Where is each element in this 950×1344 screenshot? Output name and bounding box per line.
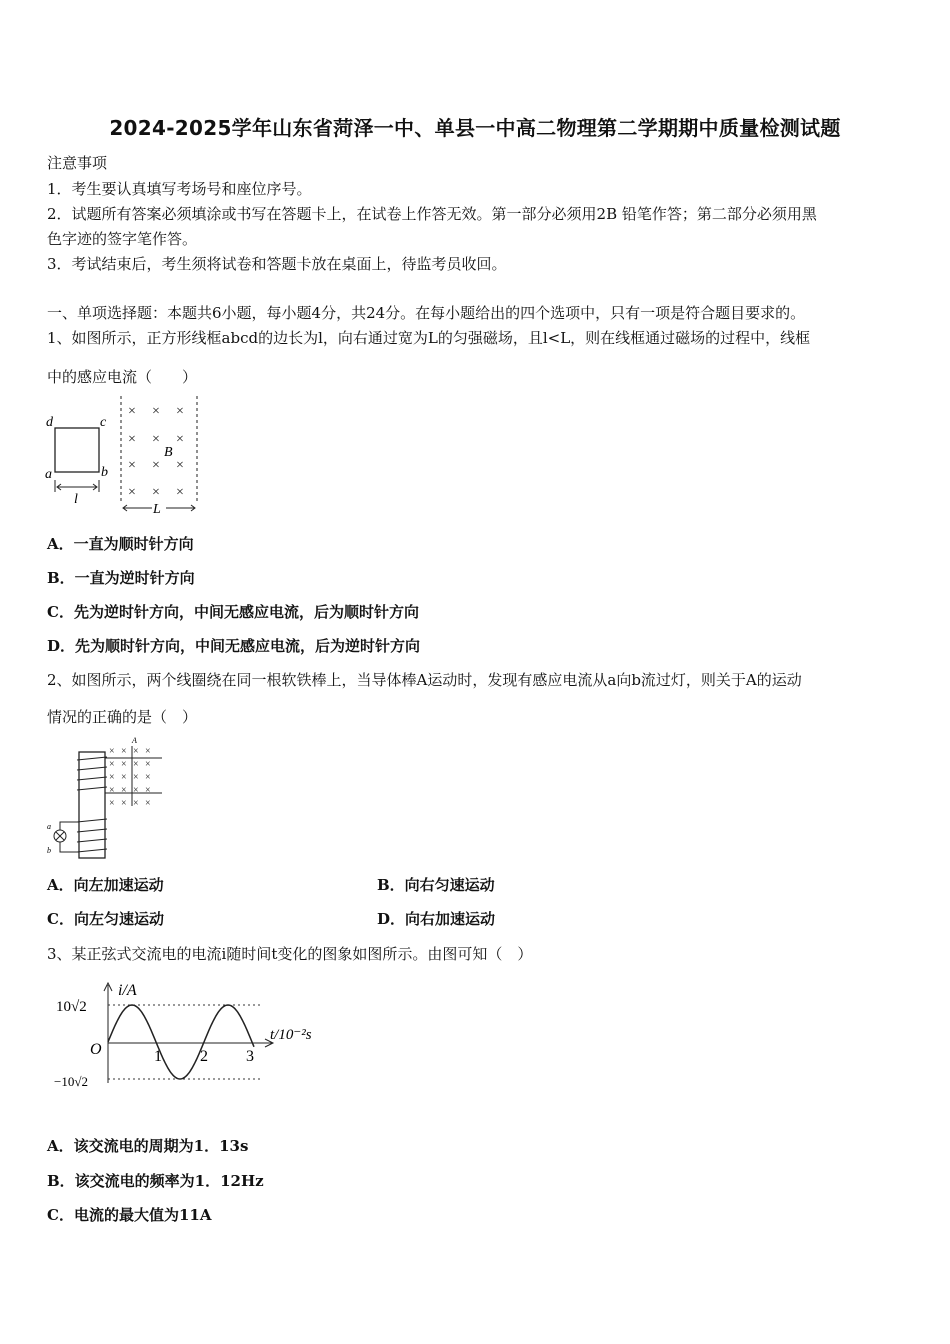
y-max-label: 10√2 <box>56 999 87 1015</box>
svg-text:×: × <box>145 798 151 809</box>
svg-text:×: × <box>152 432 160 447</box>
notice-item: 3．考试结束后，考生须将试卷和答题卡放在桌面上，待监考员收回。 <box>47 255 507 273</box>
section-heading: 一、单项选择题：本题共6小题，每小题4分，共24分。在每小题给出的四个选项中，只有一项是符合题目要求的。 <box>47 304 806 322</box>
svg-text:×: × <box>133 785 139 796</box>
q3-option-a[interactable]: A．该交流电的周期为1．13s <box>47 1137 249 1155</box>
x-tick-1: 1 <box>154 1048 162 1065</box>
y-axis-label: i/A <box>118 982 137 999</box>
svg-text:×: × <box>121 798 127 809</box>
x-axis-label: t/10⁻²s <box>270 1027 312 1043</box>
svg-text:×: × <box>152 485 160 500</box>
x-tick-3: 3 <box>246 1048 254 1065</box>
svg-text:×: × <box>133 772 139 783</box>
svg-text:×: × <box>145 772 151 783</box>
page-title: 2024-2025学年山东省菏泽一中、单县一中高二物理第二学期期中质量检测试题 <box>109 116 841 140</box>
notice-item: 色字迹的签字笔作答。 <box>47 230 198 248</box>
sine-curve <box>108 1005 254 1079</box>
svg-text:×: × <box>109 746 115 757</box>
label-c: c <box>100 415 107 430</box>
notice-heading: 注意事项 <box>47 154 108 172</box>
q2-option-d[interactable]: D．向右加速运动 <box>377 910 496 928</box>
svg-text:×: × <box>128 485 136 500</box>
label-b: b <box>101 465 108 480</box>
q2-option-a[interactable]: A．向左加速运动 <box>47 876 164 894</box>
q3-stem: 3、某正弦式交流电的电流i随时间t变化的图象如图所示。由图可知（ ） <box>47 945 533 963</box>
svg-text:×: × <box>109 798 115 809</box>
svg-text:×: × <box>152 458 160 473</box>
svg-text:×: × <box>121 785 127 796</box>
x-tick-2: 2 <box>200 1048 208 1065</box>
q2-figure <box>44 734 169 862</box>
svg-text:×: × <box>145 785 151 796</box>
q3-option-c[interactable]: C．电流的最大值为11A <box>47 1206 212 1224</box>
q1-figure <box>40 392 215 520</box>
svg-text:×: × <box>128 404 136 419</box>
svg-text:×: × <box>133 746 139 757</box>
svg-text:×: × <box>152 404 160 419</box>
label-A: A <box>132 736 137 745</box>
svg-text:×: × <box>128 432 136 447</box>
q1-option-b[interactable]: B．一直为逆时针方向 <box>47 569 195 587</box>
svg-text:×: × <box>109 785 115 796</box>
label-a: a <box>47 822 51 831</box>
notice-item: 2．试题所有答案必须填涂或书写在答题卡上，在试卷上作答无效。第一部分必须用2B 铅笔作答；第二部分必须用黑 <box>47 205 817 223</box>
svg-text:×: × <box>176 458 184 473</box>
svg-text:×: × <box>176 485 184 500</box>
svg-text:×: × <box>109 772 115 783</box>
q2-option-c[interactable]: C．向左匀速运动 <box>47 910 164 928</box>
svg-text:×: × <box>109 759 115 770</box>
notice-item: 1．考生要认真填写考场号和座位序号。 <box>47 180 312 198</box>
svg-text:×: × <box>121 772 127 783</box>
q3-option-b[interactable]: B．该交流电的频率为1．12Hz <box>47 1172 264 1190</box>
svg-text:×: × <box>145 746 151 757</box>
svg-text:×: × <box>121 746 127 757</box>
svg-text:×: × <box>133 798 139 809</box>
q3-figure <box>50 975 335 1095</box>
q1-stem: 1、如图所示，正方形线框abcd的边长为l，向右通过宽为L的匀强磁场，且l<L，则在线框通过磁场的过程中，线框 <box>47 329 811 347</box>
label-b: b <box>47 846 51 855</box>
svg-text:×: × <box>121 759 127 770</box>
svg-text:×: × <box>176 432 184 447</box>
label-a: a <box>45 467 52 482</box>
svg-text:×: × <box>145 759 151 770</box>
svg-text:×: × <box>133 759 139 770</box>
q1-option-d[interactable]: D．先为顺时针方向，中间无感应电流，后为逆时针方向 <box>47 637 421 655</box>
q1-option-a[interactable]: A．一直为顺时针方向 <box>47 535 194 553</box>
label-l: l <box>74 492 78 507</box>
y-min-label: −10√2 <box>54 1074 88 1089</box>
label-B: B <box>164 445 173 460</box>
q1-stem-cont: 中的感应电流（ ） <box>47 368 198 386</box>
origin-label: O <box>90 1041 102 1058</box>
svg-text:×: × <box>128 458 136 473</box>
svg-text:×: × <box>176 404 184 419</box>
q1-option-c[interactable]: C．先为逆时针方向，中间无感应电流，后为顺时针方向 <box>47 603 419 621</box>
q2-stem-cont: 情况的正确的是（ ） <box>47 708 198 726</box>
q2-option-b[interactable]: B．向右匀速运动 <box>377 876 495 894</box>
label-d: d <box>46 415 53 430</box>
q2-stem: 2、如图所示，两个线圈绕在同一根软铁棒上，当导体棒A运动时，发现有感应电流从a向b流过灯，则关于A的运动 <box>47 671 802 689</box>
label-L: L <box>153 502 161 517</box>
